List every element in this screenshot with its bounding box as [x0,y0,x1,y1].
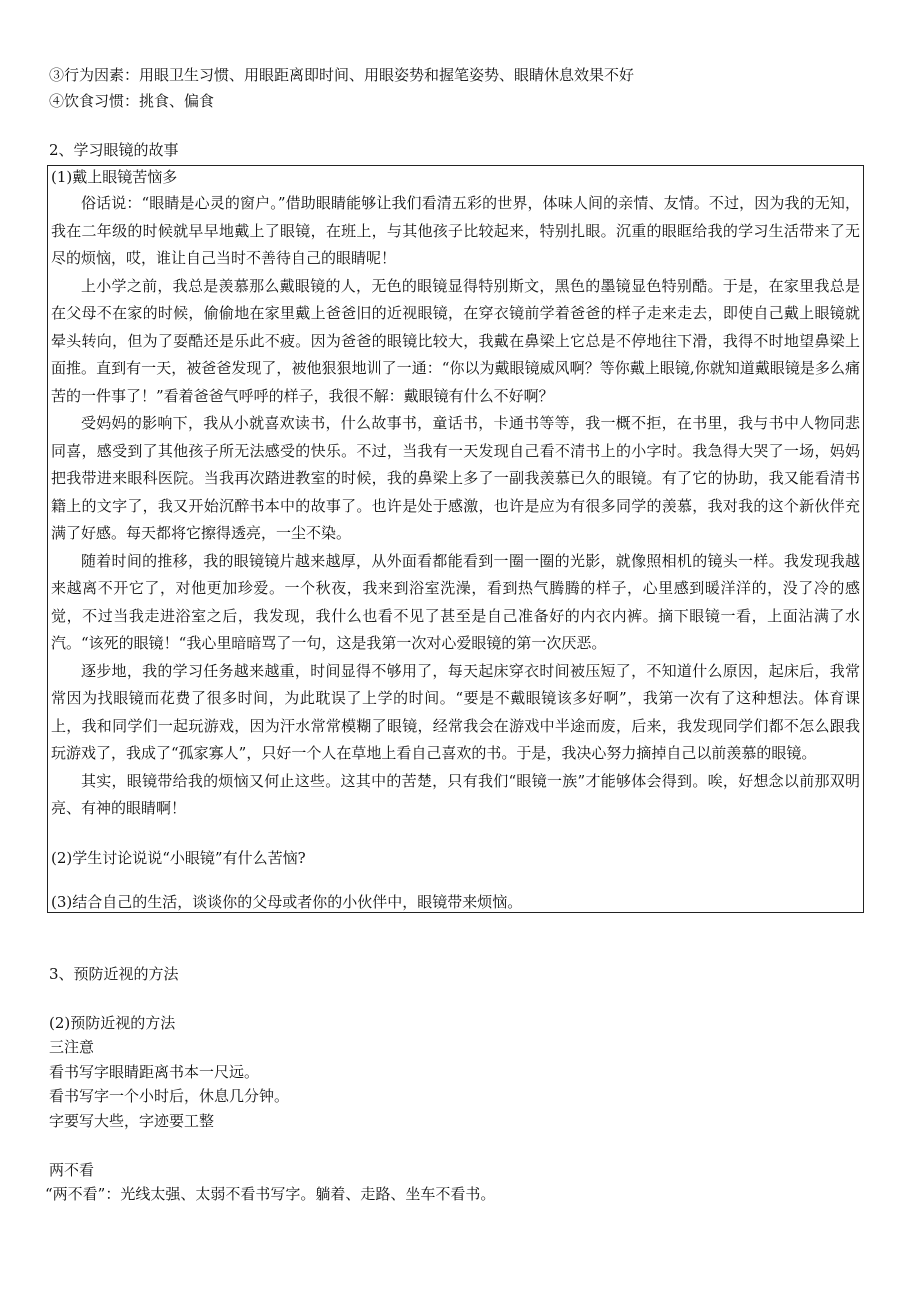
story-paragraph: 俗话说：“眼睛是心灵的窗户。”借助眼睛能够让我们看清五彩的世界，体味人间的亲情、友情。不过，因为我的无知，我在二年级的时候就早早地戴上了眼镜，在班上，与其他孩子比较起来，特别扎眼。沉重的眼眶给我的学习生活带来了无尽的烦恼，哎，谁让自己当时不善待自己的眼睛呢！ [51,194,860,267]
story-paragraph: 其实，眼镜带给我的烦恼又何止这些。这其中的苦楚，只有我们“眼镜一族”才能够体会得到。唉，好想念以前那双明亮、有神的眼睛啊！ [51,771,860,817]
two-donts-text: “两不看”：光线太强、太弱不看书写字。躺着、走路、坐车不看书。 [45,1185,496,1203]
discussion-question-2: (2)学生讨论说说“小眼镜”有什么苦恼? [51,849,306,867]
story-paragraph: 随着时间的推移，我的眼镜镜片越来越厚，从外面看都能看到一圈一圈的光影，就像照相机的镜头一样。我发现我越来越离不开它了，对他更加珍爱。一个秋夜，我来到浴室洗澡，看到热气腾腾的样子，心里感到暖洋洋的，没了冷的感觉，不过当我走进浴室之后，我发现，我什么也看不见了甚至是自己准备好的内衣内裤。摘下眼镜一看，上面沾满了水汽。“该死的眼镜！“我心里暗暗骂了一句，这是我第一次对心爱眼镜的第一次厌恶。 [51,551,860,652]
three-attentions-title: 三注意 [49,1038,95,1056]
story-title: (1)戴上眼镜苦恼多 [51,168,178,186]
diet-factor-line: ④饮食习惯：挑食、偏食 [49,92,215,110]
story-table-box [47,165,864,913]
two-donts-title: 两不看 [49,1161,95,1179]
three-attentions-item: 看书写字一个小时后，休息几分钟。 [49,1087,290,1105]
story-paragraph: 受妈妈的影响下，我从小就喜欢读书，什么故事书，童话书，卡通书等等，我一概不拒，在书里，我与书中人物同悲同喜，感受到了其他孩子所无法感受的快乐。不过，当我有一天发现自己看不清书上的小字时。我急得大哭了一场，妈妈把我带进来眼科医院。当我再次踏进教室的时候，我的鼻梁上多了一副我羡慕已久的眼镜。有了它的协助，我又能看清书籍上的文字了，我又开始沉醉书本中的故事了。也许是处于感激，也许是应为有很多同学的羡慕，我对我的这个新伙伴充满了好感。每天都将它擦得透亮，一尘不染。 [51,414,860,542]
discussion-question-3: (3)结合自己的生活，谈谈你的父母或者你的小伙伴中，眼镜带来烦恼。 [51,893,523,911]
section3-heading: 3、预防近视的方法 [49,965,179,983]
behavior-factor-line: ③行为因素：用眼卫生习惯、用眼距离即时间、用眼姿势和握笔姿势、眼睛休息效果不好 [49,66,635,84]
story-paragraph: 逐步地，我的学习任务越来越重，时间显得不够用了，每天起床穿衣时间被压短了，不知道什么原因，起床后，我常常因为找眼镜而花费了很多时间，为此耽误了上学的时间。“要是不戴眼镜该多好啊”，我第一次有了这种想法。体育课上，我和同学们一起玩游戏，因为汗水常常模糊了眼镜，经常我会在游戏中半途而废，后来，我发现同学们都不怎么跟我玩游戏了，我成了“孤家寡人”，只好一个人在草地上看自己喜欢的书。于是，我决心努力摘掉自己以前羡慕的眼镜。 [51,661,860,762]
three-attentions-item: 看书写字眼睛距离书本一尺远。 [49,1063,260,1081]
three-attentions-item: 字要写大些，字迹要工整 [49,1112,215,1130]
section3-subheading: (2)预防近视的方法 [49,1014,176,1032]
story-paragraph: 上小学之前，我总是羡慕那么戴眼镜的人，无色的眼镜显得特别斯文，黑色的墨镜显色特别酷。于是，在家里我总是在父母不在家的时候，偷偷地在家里戴上爸爸旧的近视眼镜，在穿衣镜前学着爸爸的样子走来走去，即使自己戴上眼镜就晕头转向，但为了耍酷还是乐此不疲。因为爸爸的眼镜比较大，我戴在鼻梁上它总是不停地往下滑，我得不时地望鼻梁上面推。直到有一天，被爸爸发现了，被他狠狠地训了一通：“你以为戴眼镜威风啊？等你戴上眼镜,你就知道戴眼镜是多么痛苦的一件事了！”看着爸爸气呼呼的样子，我很不解：戴眼镜有什么不好啊？ [51,276,860,405]
story-body [51,190,860,823]
section2-heading: 2、学习眼镜的故事 [49,141,179,159]
